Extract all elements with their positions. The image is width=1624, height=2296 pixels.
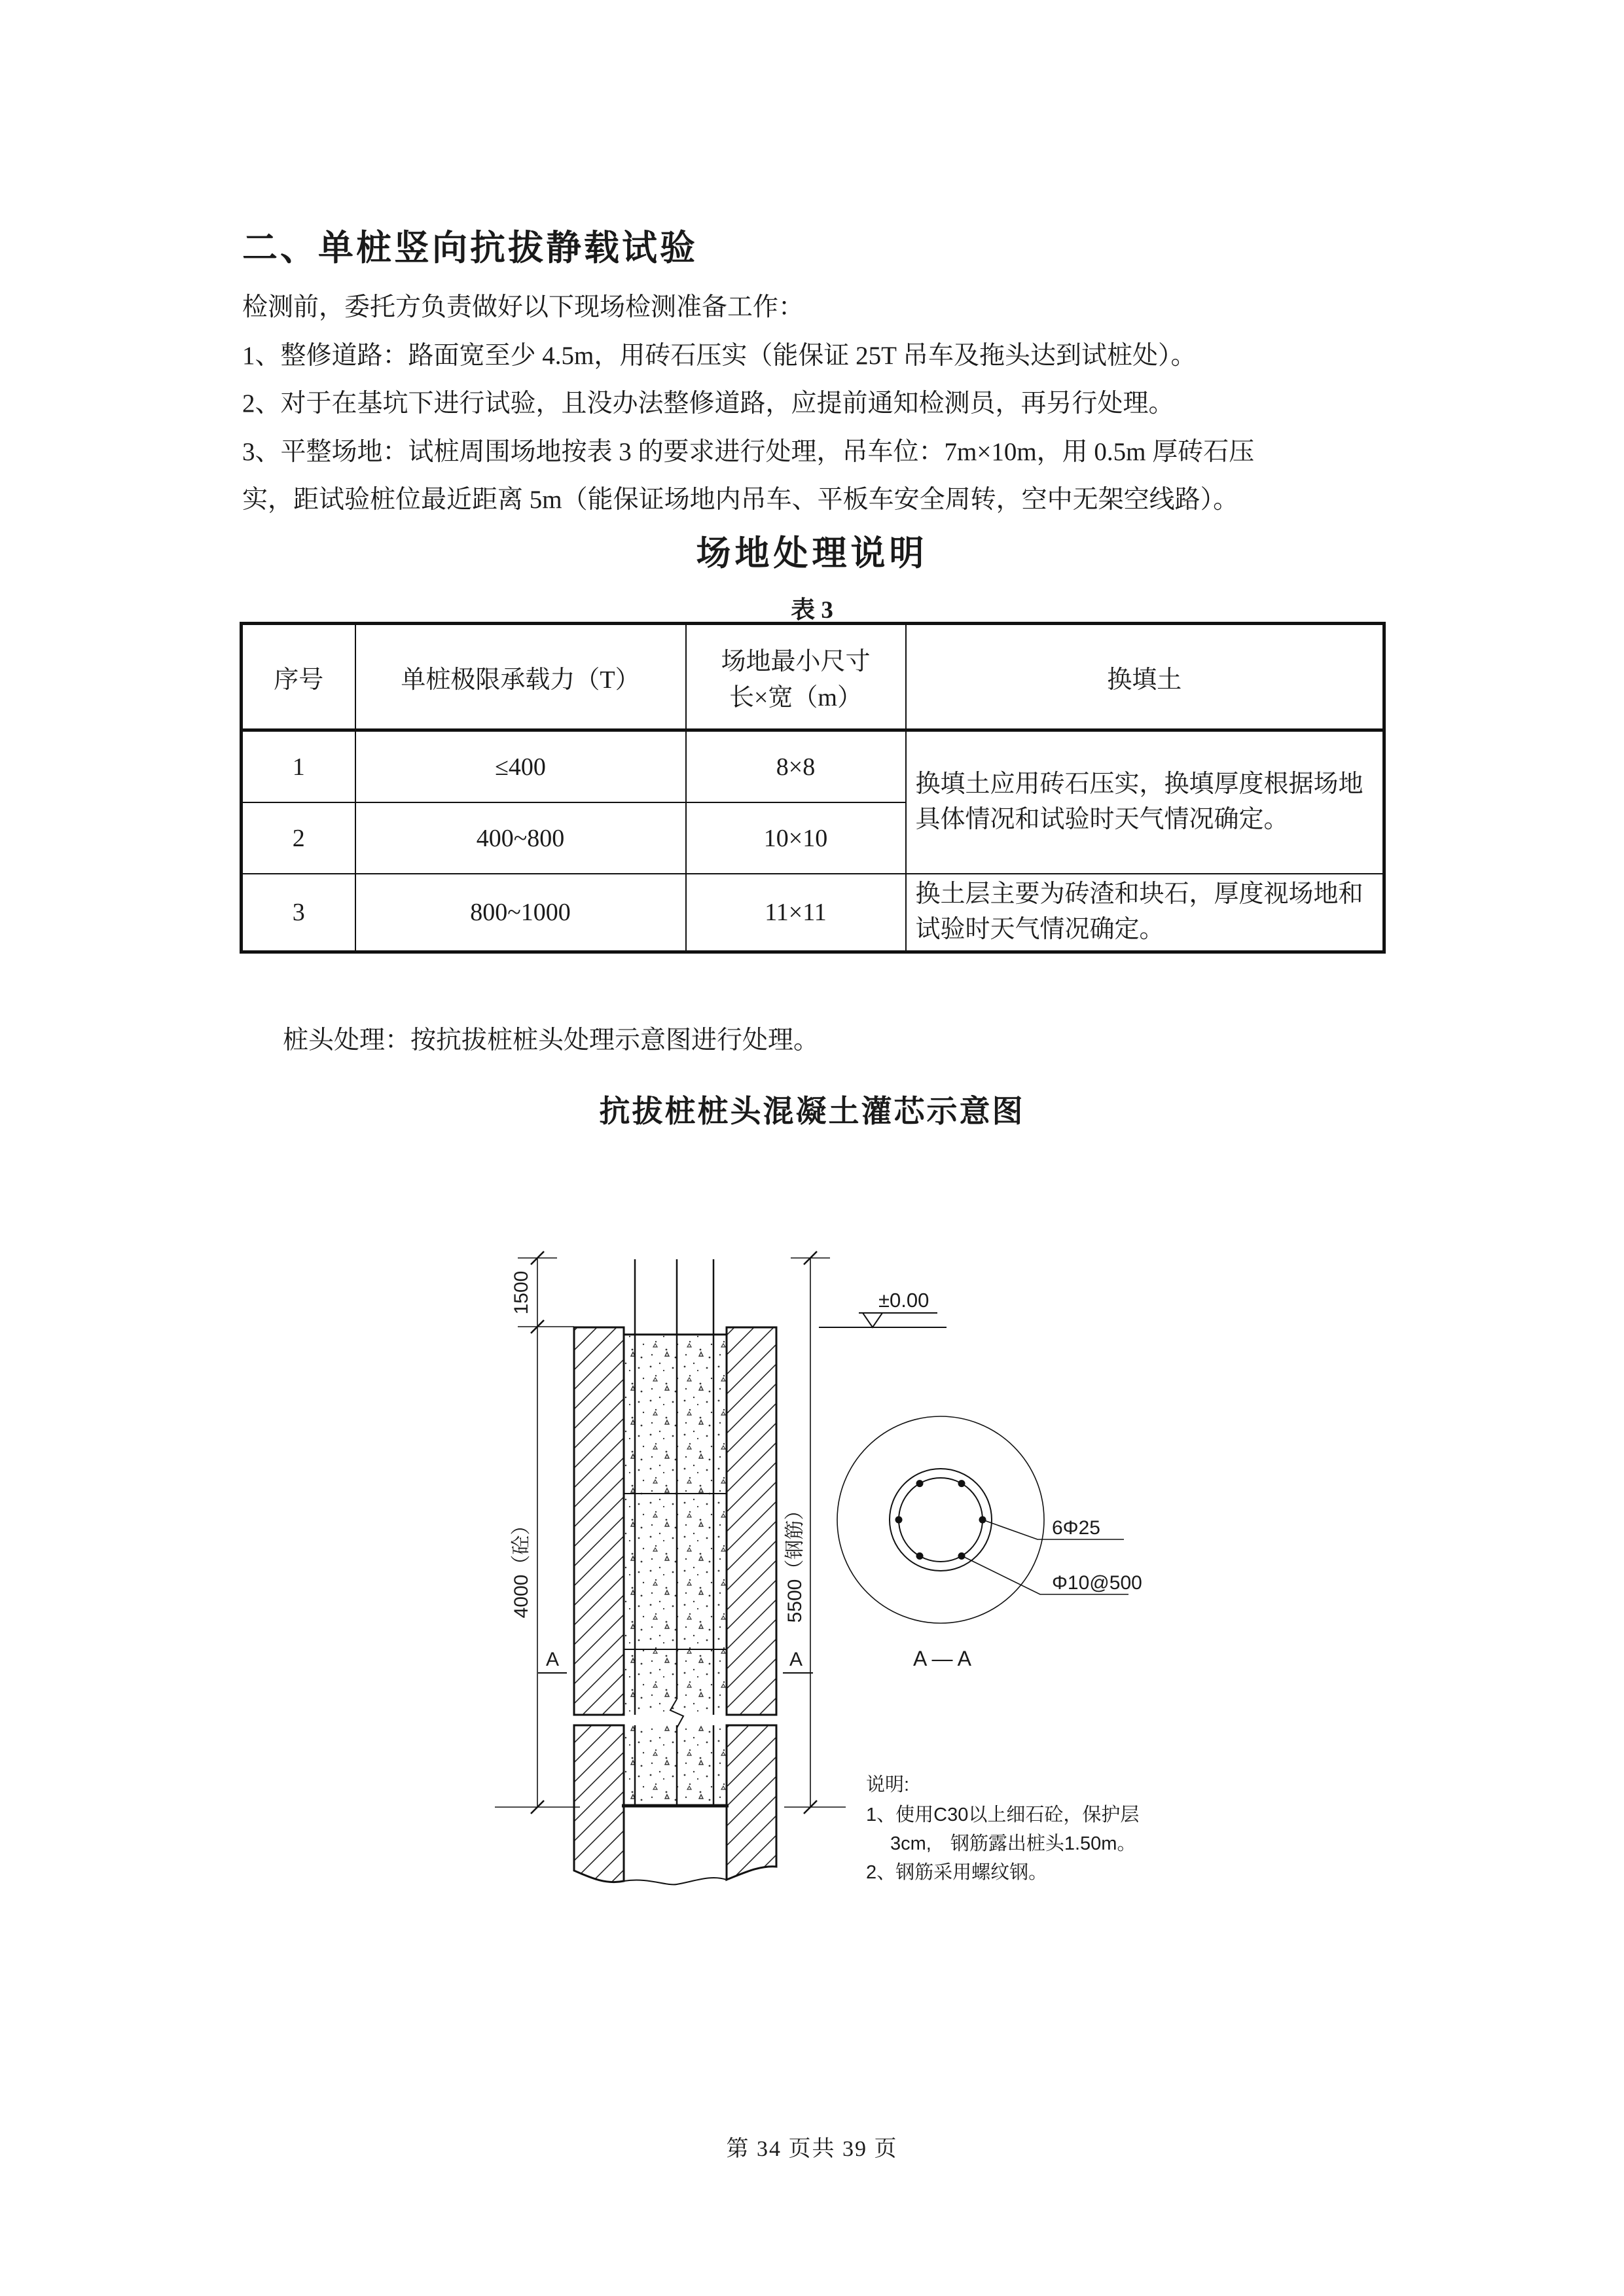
cell-fill-merged: 换填土应用砖石压实，换填厚度根据场地具体情况和试验时天气情况确定。	[906, 730, 1384, 874]
pile-outer-circle	[837, 1416, 1044, 1623]
section-title-label: A — A	[913, 1647, 971, 1670]
pile-wall-right-hatch	[727, 1327, 776, 1715]
header-capacity: 单桩极限承载力（T）	[355, 624, 686, 730]
cell-size: 8×8	[686, 730, 906, 803]
site-treatment-table	[240, 622, 1386, 954]
table-header-row	[242, 624, 1384, 730]
level-triangle-icon	[863, 1313, 882, 1327]
pile-lower-section	[574, 1725, 776, 1884]
table-row	[242, 874, 1384, 952]
cell-capacity: 400~800	[355, 802, 686, 874]
header-size-line2: 长×宽（m）	[729, 684, 862, 711]
pile-wall-left-hatch	[574, 1327, 624, 1715]
note-line: 2、钢筋采用螺纹钢。	[866, 1862, 1048, 1883]
cell-capacity: ≤400	[355, 730, 686, 803]
cell-size: 11×11	[686, 874, 906, 952]
stirrup-label: Φ10@500	[1052, 1572, 1142, 1594]
section-title: 场地处理说明	[696, 534, 928, 573]
paragraph-line: 检测前，委托方负责做好以下现场检测准备工作：	[242, 293, 804, 321]
table-caption: 表 3	[791, 597, 833, 624]
dim-label-4000: 4000（砼）	[511, 1515, 532, 1619]
pile-wall-left-hatch-lower	[574, 1725, 624, 1882]
page-footer: 第 34 页共 39 页	[726, 2137, 898, 2161]
section-marker-a-right: A	[789, 1649, 803, 1670]
pile-wall-right-hatch-lower	[727, 1725, 776, 1880]
pile-diagram	[425, 1204, 1198, 1911]
table-row	[242, 730, 1384, 803]
diagram-notes	[866, 1774, 1139, 1883]
cell-capacity: 800~1000	[355, 874, 686, 952]
note-line: 3cm, 钢筋露出桩头1.50m。	[890, 1833, 1136, 1854]
cell-fill: 换土层主要为砖渣和块石，厚度视场地和试验时天气情况确定。	[906, 874, 1384, 952]
concrete-core-fill-lower	[624, 1725, 727, 1806]
pile-head-note: 桩头处理：按抗拔桩桩头处理示意图进行处理。	[283, 1026, 820, 1054]
section-marker-a-left: A	[546, 1649, 560, 1670]
paragraph-line: 1、整修道路：路面宽至少 4.5m，用砖石压实（能保证 25T 吊车及拖头达到试桩处）。	[242, 341, 1197, 370]
wavy-break-line	[624, 1878, 727, 1884]
level-label: ±0.00	[878, 1289, 929, 1312]
core-outer-circle	[890, 1469, 992, 1571]
site-treatment-table-wrap	[240, 622, 1382, 954]
paragraph-line: 2、对于在基坑下进行试验，且没办法整修道路，应提前通知检测员，再另行处理。	[242, 389, 1174, 418]
rebar-label: 6Φ25	[1052, 1517, 1100, 1539]
stirrup-circle	[899, 1478, 983, 1562]
dim-label-1500: 1500	[511, 1270, 532, 1315]
intro-paragraphs	[242, 283, 1394, 524]
header-fill: 换填土	[906, 624, 1384, 730]
header-size	[686, 624, 906, 730]
diagram-title: 抗拔桩桩头混凝土灌芯示意图	[599, 1094, 1025, 1128]
concrete-core-fill	[624, 1335, 727, 1715]
section-a-a-view	[837, 1416, 1142, 1670]
pile-upper-section	[574, 1259, 776, 1728]
note-line: 1、使用C30以上细石砼，保护层	[866, 1804, 1140, 1825]
paragraph-line: 实，距试验桩位最近距离 5m（能保证场地内吊车、平板车安全周转，空中无架空线路）。	[242, 486, 1239, 514]
cell-seq: 1	[242, 730, 355, 803]
ground-level-symbol	[819, 1289, 947, 1327]
cell-seq: 2	[242, 802, 355, 874]
cell-size: 10×10	[686, 802, 906, 874]
dim-label-5500: 5500（钢筋）	[784, 1500, 806, 1623]
page-heading: 二、单桩竖向抗拔静载试验	[242, 228, 698, 268]
notes-title: 说明:	[866, 1774, 910, 1795]
paragraph-line: 3、平整场地：试桩周围场地按表 3 的要求进行处理，吊车位：7m×10m，用 0.5m 厚砖石压	[242, 437, 1255, 466]
header-seq: 序号	[242, 624, 355, 730]
cell-seq: 3	[242, 874, 355, 952]
header-size-line1: 场地最小尺寸	[721, 648, 871, 675]
